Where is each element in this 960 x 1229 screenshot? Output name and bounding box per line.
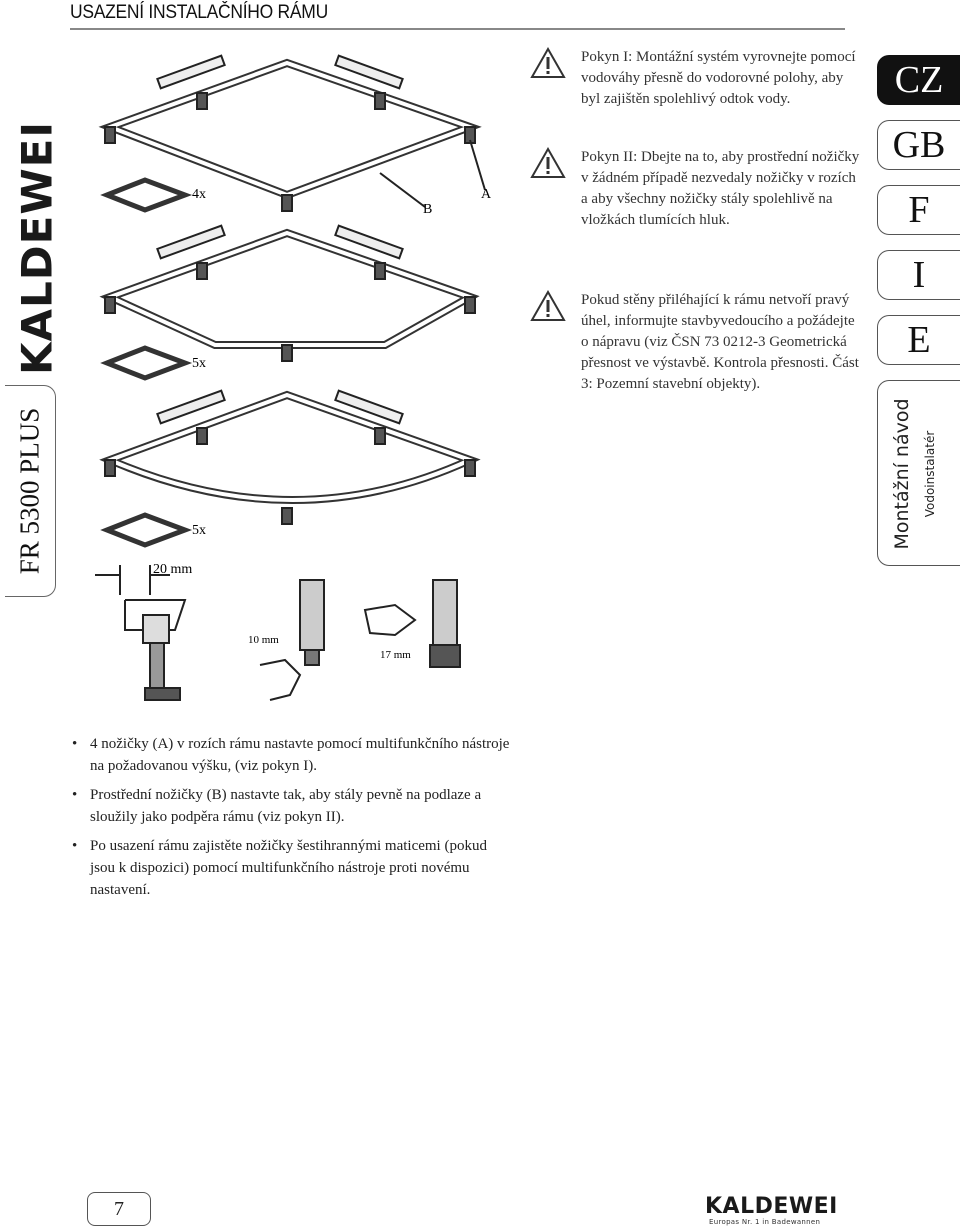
frame-pentagon-2 bbox=[105, 226, 475, 361]
count-label-2: 5x bbox=[192, 356, 206, 371]
instruction-list bbox=[70, 733, 510, 908]
warning-note-1 bbox=[530, 47, 860, 110]
warning-triangle-icon bbox=[530, 47, 566, 79]
manual-subtitle: Vodoinstalatér bbox=[923, 430, 937, 518]
dimension-17mm: 17 mm bbox=[380, 649, 411, 661]
warning-note-2 bbox=[530, 147, 860, 231]
count-label-3: 5x bbox=[192, 523, 206, 538]
title-divider bbox=[70, 28, 845, 30]
manual-title: Montážní návod bbox=[891, 398, 913, 550]
count-label-1: 4x bbox=[192, 187, 206, 202]
instruction-item: • Prostřední nožičky (B) nastavte tak, aby stály pevně na podlaze a sloužily jako podpěra rámu (viz pokyn II). bbox=[70, 784, 510, 828]
dimension-10mm: 10 mm bbox=[248, 634, 279, 646]
model-name: FR 5300 PLUS bbox=[14, 407, 45, 575]
warning-text-1: Pokyn I: Montážní systém vyrovnejte pomocí vodováhy přesně do vodorovné polohy, aby byl zajištěn spolehlivý odtok vody. bbox=[581, 49, 856, 107]
warning-text-3: Pokud stěny přiléhající k rámu netvoří pravý úhel, informujte stavbyvedoucího a požádejte o nápravu (viz ČSN 73 0212-3 Geometrická přesnost ve výstavbě. Kontrola přesnosti. Část 3: Pozemní stavební objekty). bbox=[581, 292, 859, 392]
lang-tab-cz[interactable]: CZ bbox=[877, 55, 960, 105]
brand-vertical-logo: KALDEWEI bbox=[12, 120, 62, 375]
manual-tab[interactable] bbox=[877, 380, 960, 566]
instruction-item: • 4 nožičky (A) v rozích rámu nastavte pomocí multifunkčního nástroje na požadovanou výšku, (viz pokyn I). bbox=[70, 733, 510, 777]
callout-a: A bbox=[481, 187, 492, 202]
foot-detail bbox=[95, 565, 185, 700]
warning-text-2: Pokyn II: Dbejte na to, aby prostřední nožičky v žádném případě nezvedaly nožičky v rozích a aby všechny nožičky stály spolehlivě na vložkách tlumících hluk. bbox=[581, 149, 860, 228]
page-title: USAZENÍ INSTALAČNÍHO RÁMU bbox=[70, 2, 328, 23]
frame-quadrant-3 bbox=[105, 391, 475, 524]
lang-tab-e[interactable]: E bbox=[877, 315, 960, 365]
warning-note-3 bbox=[530, 290, 860, 395]
frame-assembly-illustration bbox=[95, 45, 525, 725]
warning-triangle-icon bbox=[530, 147, 566, 179]
instruction-item: • Po usazení rámu zajistěte nožičky šestihrannými maticemi (pokud jsou k dispozici) pomocí multifunkčního nástroje proti novému nastavení. bbox=[70, 835, 510, 901]
lang-tab-f[interactable]: F bbox=[877, 185, 960, 235]
callout-b: B bbox=[423, 202, 433, 217]
footer-logo: KALDEWEI bbox=[705, 1194, 838, 1219]
dimension-20mm: 20 mm bbox=[153, 562, 193, 577]
warning-triangle-icon bbox=[530, 290, 566, 322]
lang-tab-i[interactable]: I bbox=[877, 250, 960, 300]
model-tab bbox=[5, 385, 56, 597]
lang-tab-gb[interactable]: GB bbox=[877, 120, 960, 170]
page-number: 7 bbox=[87, 1192, 151, 1226]
footer-tagline: Europas Nr. 1 in Badewannen bbox=[709, 1218, 821, 1226]
